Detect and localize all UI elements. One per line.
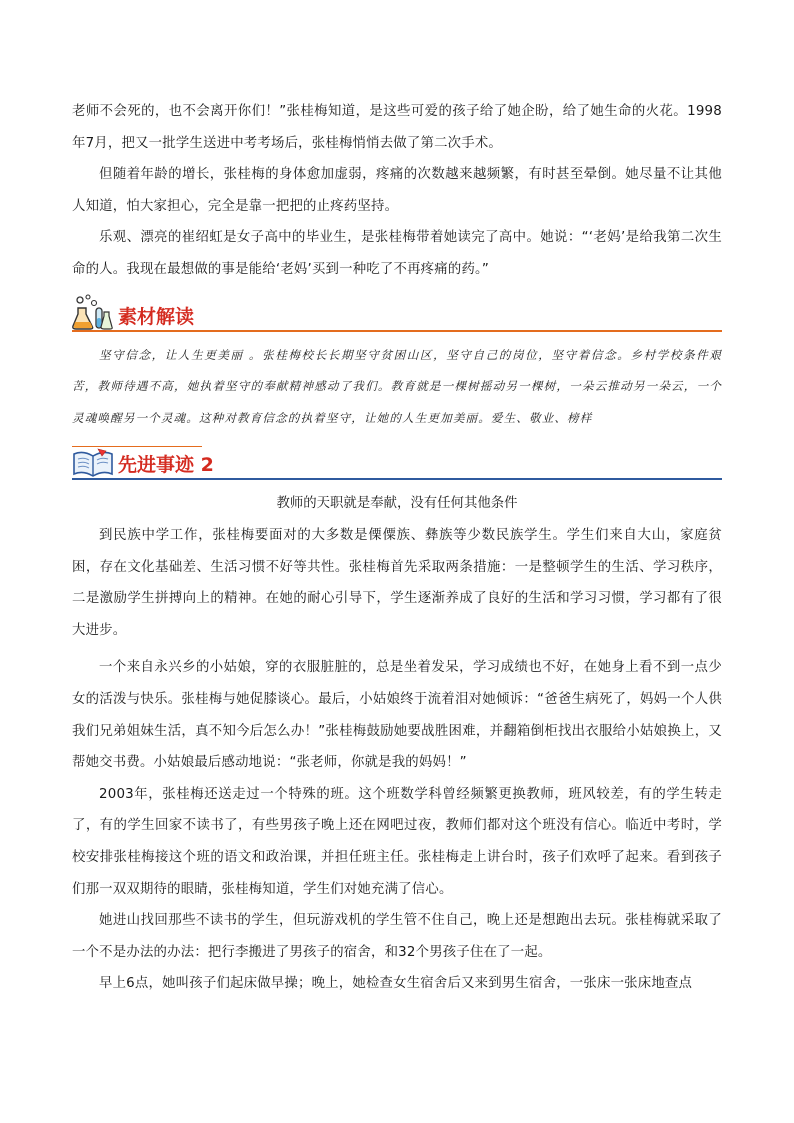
story-subtitle: 教师的天职就是奉献，没有任何其他条件 bbox=[276, 496, 518, 512]
body-paragraph: 一个来自永兴乡的小姑娘，穿的衣服脏脏的，总是坐着发呆，学习成绩也不好，在她身上看不到一点少女的活泼与快乐。张桂梅与她促膝谈心。最后，小姑娘终于流着泪对她倾诉：“爸爸生病死了，妈妈一个人供我们兄弟姐妹生活，真不知今后怎么办！”张桂梅鼓励她要战胜困难，并翻箱倒柜找出衣服给小姑娘换上，又帮她交书费。小姑娘最后感动地说：“张老师，你就是我的妈妈！” bbox=[72, 660, 722, 771]
body-paragraph: 到民族中学工作，张桂梅要面对的大多数是傈僳族、彝族等少数民族学生。学生们来自大山，家庭贫困，存在文化基础差、生活习惯不好等共性。张桂梅首先采取两条措施：一是整顿学生的生活、学习秩序，二是激励学生拼搏向上的精神。在她的耐心引导下，学生逐渐养成了良好的生活和学习习惯，学习都有了很大进步。 bbox=[72, 528, 722, 638]
section-heading-deeds bbox=[72, 440, 722, 480]
interpretation-text: 坚守信念，让人生更美丽 。张桂梅校长长期坚守贫困山区，坚守自己的岗位，坚守着信念。乡村学校条件艰苦，教师待遇不高，她执着坚守的奉献精神感动了我们。教育就是一棵树摇动另一棵树，一朵云推动另一朵云，一个灵魂唤醒另一个灵魂。这种对教育信念的执着坚守，让她的人生更加美丽。爱生、敬业、榜样 bbox=[72, 347, 722, 425]
body-paragraph: 她进山找回那些不读书的学生，但玩游戏机的学生管不住自己，晚上还是想跑出去玩。张桂梅就采取了一个不是办法的办法：把行李搬进了男孩子的宿舍，和32个男孩子住在了一起。 bbox=[72, 913, 722, 960]
section-divider bbox=[72, 478, 722, 480]
section-title: 先进事迹 2 bbox=[118, 454, 214, 477]
document-page bbox=[72, 96, 722, 1000]
body-paragraph: 老师不会死的，也不会离开你们！”张桂梅知道，是这些可爱的孩子给了她企盼，给了她生命的火花。1998年7月，把又一批学生送进中考考场后，张桂梅悄悄去做了第二次手术。 bbox=[72, 104, 722, 151]
body-paragraph: 乐观、漂亮的崔绍虹是女子高中的毕业生，是张桂梅带着她读完了高中。她说：“‘老妈’是给我第二次生命的人。我现在最想做的事是能给‘老妈’买到一种吃了不再疼痛的药。” bbox=[72, 230, 722, 277]
section-title: 素材解读 bbox=[118, 305, 195, 328]
open-book-icon bbox=[72, 442, 114, 478]
body-paragraph: 早上6点，她叫孩子们起床做早操；晚上，她检查女生宿舍后又来到男生宿舍，一张床一张床地查点 bbox=[99, 976, 693, 992]
section-divider bbox=[72, 330, 722, 332]
body-paragraph: 但随着年龄的增长，张桂梅的身体愈加虚弱，疼痛的次数越来越频繁，有时甚至晕倒。她尽量不让其他人知道，怕大家担心，完全是靠一把把的止疼药坚持。 bbox=[72, 167, 722, 214]
body-paragraph: 2003年，张桂梅还送走过一个特殊的班。这个班数学科曾经频繁更换教师，班风较差，有的学生转走了，有的学生回家不读书了，有些男孩子晚上还在网吧过夜，教师们都对这个班没有信心。临近中考时，学校安排张桂梅接这个班的语文和政治课，并担任班主任。张桂梅走上讲台时，孩子们欢呼了起来。看到孩子们那一双双期待的眼睛，张桂梅知道，学生们对她充满了信心。 bbox=[72, 786, 722, 897]
section-heading-interpretation bbox=[72, 292, 722, 332]
lab-flask-icon bbox=[72, 294, 114, 330]
